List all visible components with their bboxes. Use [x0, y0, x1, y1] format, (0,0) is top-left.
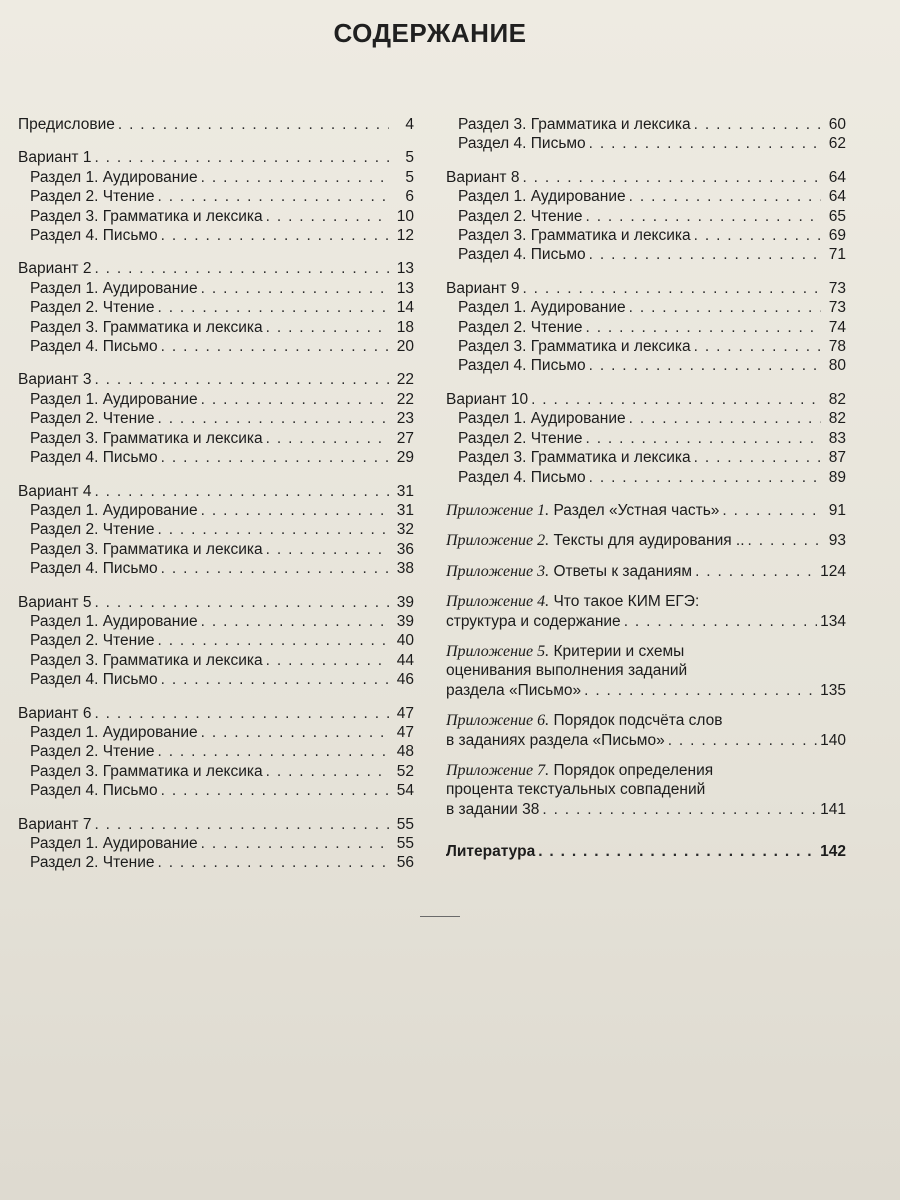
toc-section	[446, 409, 846, 428]
toc-section	[18, 781, 414, 800]
appendix-last-line	[446, 612, 846, 631]
leader-dots	[266, 540, 389, 559]
page-number: 83	[828, 429, 846, 447]
page-number: 22	[396, 371, 414, 389]
spacer	[18, 468, 414, 482]
page-number: 27	[396, 429, 414, 447]
toc-variant	[18, 482, 414, 501]
entry-label: Раздел 1. Аудирование	[30, 168, 198, 186]
toc-right-column	[446, 115, 846, 862]
toc-section	[18, 670, 414, 689]
page-number: 80	[828, 357, 846, 375]
page-number: 14	[396, 299, 414, 317]
page-number: 39	[396, 612, 414, 630]
page-number: 73	[828, 299, 846, 317]
entry-label: Раздел 4. Письмо	[30, 338, 158, 356]
leader-dots	[629, 187, 821, 206]
leader-dots	[161, 337, 389, 356]
toc-section	[18, 540, 414, 559]
toc-section	[446, 448, 846, 467]
leader-dots	[748, 531, 821, 550]
page-number: 22	[396, 390, 414, 408]
toc-section	[18, 279, 414, 298]
spacer	[18, 245, 414, 259]
appendix-prefix: Приложение 5.	[446, 642, 550, 660]
leader-dots	[694, 226, 821, 245]
page-number: 5	[405, 149, 414, 167]
toc-section	[18, 631, 414, 650]
leader-dots	[94, 593, 389, 612]
entry-label: Раздел 3. Грамматика и лексика	[30, 762, 263, 780]
appendix-prefix: Приложение 1.	[446, 501, 550, 519]
leader-dots	[585, 207, 821, 226]
spacer	[446, 830, 846, 842]
page-number: 56	[396, 854, 414, 872]
page-number: 23	[396, 410, 414, 428]
appendix-last-line	[446, 562, 846, 581]
page-number: 134	[820, 612, 846, 630]
toc-section	[446, 115, 846, 134]
toc-section	[18, 559, 414, 578]
leader-dots	[266, 207, 389, 226]
entry-label: Вариант 10	[446, 390, 529, 408]
page-number: 52	[396, 762, 414, 780]
toc-variant	[18, 815, 414, 834]
page-number: 69	[828, 227, 846, 245]
leader-dots	[266, 651, 389, 670]
leader-dots	[531, 390, 821, 409]
toc-section	[446, 318, 846, 337]
toc-section	[18, 429, 414, 448]
leader-dots	[161, 448, 389, 467]
divider	[420, 916, 460, 917]
leader-dots	[94, 815, 389, 834]
leader-dots	[522, 279, 821, 298]
leader-dots	[161, 559, 389, 578]
toc-section	[18, 448, 414, 467]
leader-dots	[201, 168, 389, 187]
entry-label: Раздел 4. Письмо	[30, 671, 158, 689]
entry-label: Литература	[446, 843, 536, 861]
toc-variant	[446, 168, 846, 187]
leader-dots	[585, 429, 821, 448]
page-number: 91	[828, 501, 846, 519]
entry-label: структура и содержание	[446, 612, 621, 630]
page-number: 135	[820, 681, 846, 699]
entry-label: Раздел 1. Аудирование	[458, 299, 626, 317]
leader-dots	[668, 731, 817, 750]
leader-dots	[161, 781, 389, 800]
entry-label: Вариант 3	[18, 371, 92, 389]
entry-label: Раздел 3. Грамматика и лексика	[458, 449, 691, 467]
page-number: 10	[396, 207, 414, 225]
entry-label: Раздел 1. Аудирование	[458, 188, 626, 206]
page-number: 82	[828, 410, 846, 428]
entry-label: Вариант 9	[446, 279, 520, 297]
toc-section	[18, 612, 414, 631]
appendix-line: процента текстуальных совпадений	[446, 781, 706, 799]
page-number: 64	[828, 168, 846, 186]
entry-label: Раздел 4. Письмо	[30, 449, 158, 467]
toc-section	[18, 409, 414, 428]
leader-dots	[695, 562, 817, 581]
entry-label: Раздел 4. Письмо	[30, 227, 158, 245]
toc-section	[446, 468, 846, 487]
leader-dots	[266, 762, 389, 781]
entry-label: Раздел 3. Грамматика и лексика	[30, 318, 263, 336]
page-number: 47	[396, 704, 414, 722]
spacer	[18, 690, 414, 704]
entry-label: Раздел 1. Аудирование	[458, 410, 626, 428]
leader-dots	[157, 742, 389, 761]
entry-label: Раздел 3. Грамматика и лексика	[30, 207, 263, 225]
entry-label: Раздел 4. Письмо	[458, 135, 586, 153]
leader-dots	[624, 612, 817, 631]
page-number: 13	[396, 260, 414, 278]
entry-label: Раздел 4. Письмо	[30, 560, 158, 578]
leader-dots	[157, 631, 389, 650]
entry-label: Раздел 4. Письмо	[458, 357, 586, 375]
leader-dots	[585, 318, 821, 337]
appendix-prefix: Приложение 6.	[446, 712, 550, 730]
toc-section	[18, 390, 414, 409]
entry-label: в задании 38	[446, 800, 540, 818]
entry-label: Вариант 1	[18, 149, 92, 167]
spacer	[18, 134, 414, 148]
page-number: 38	[396, 560, 414, 578]
entry-label: Раздел 2. Чтение	[458, 207, 583, 225]
page-number: 18	[396, 318, 414, 336]
leader-dots	[201, 612, 389, 631]
leader-dots	[722, 501, 821, 520]
toc-section	[18, 651, 414, 670]
toc-section	[18, 742, 414, 761]
appendix-prefix: Приложение 2.	[446, 532, 550, 550]
leader-dots	[589, 356, 821, 375]
page-number: 44	[396, 651, 414, 669]
entry-label: Раздел 2. Чтение	[30, 632, 155, 650]
toc-section	[18, 207, 414, 226]
spacer	[446, 154, 846, 168]
leader-dots	[266, 429, 389, 448]
page-number: 40	[396, 632, 414, 650]
toc-left-column	[18, 115, 414, 873]
entry-label: Раздел 1. Аудирование	[30, 501, 198, 519]
entry-label: Раздел 2. Чтение	[30, 299, 155, 317]
entry-label: Раздел 2. Чтение	[30, 854, 155, 872]
spacer	[18, 356, 414, 370]
spacer	[446, 487, 846, 501]
page-number: 5	[405, 168, 414, 186]
toc-section	[446, 245, 846, 264]
toc-section	[18, 501, 414, 520]
page-number: 93	[828, 532, 846, 550]
entry-label: Раздел 3. Грамматика и лексика	[30, 429, 263, 447]
toc-variant	[18, 259, 414, 278]
page-title: СОДЕРЖАНИЕ	[333, 18, 527, 48]
entry-label: Раздел 1. Аудирование	[30, 390, 198, 408]
page-number: 48	[396, 743, 414, 761]
entry-label: Раздел 4. Письмо	[30, 782, 158, 800]
page-number: 64	[828, 188, 846, 206]
page-number: 78	[828, 338, 846, 356]
toc-variant	[18, 148, 414, 167]
page-number: 141	[820, 800, 846, 818]
toc-section	[18, 834, 414, 853]
toc-appendix	[446, 531, 846, 550]
leader-dots	[201, 390, 389, 409]
toc-section	[18, 520, 414, 539]
appendix-prefix: Приложение 3.	[446, 562, 550, 580]
entry-label: раздела «Письмо»	[446, 681, 582, 699]
page-number: 54	[396, 782, 414, 800]
leader-dots	[94, 370, 389, 389]
entry-label: Приложение 3. Ответы к заданиям	[446, 562, 693, 580]
spacer	[446, 376, 846, 390]
appendix-line: Приложение 7. Порядок определения	[446, 761, 714, 779]
page-number: 71	[828, 246, 846, 264]
page-number: 46	[396, 671, 414, 689]
entry-label: Раздел 1. Аудирование	[30, 279, 198, 297]
toc-section	[18, 762, 414, 781]
leader-dots	[584, 681, 817, 700]
leader-dots	[157, 853, 389, 872]
appendix-line: Приложение 4. Что такое КИМ ЕГЭ:	[446, 593, 700, 611]
toc-appendix	[446, 642, 846, 700]
toc-section	[446, 226, 846, 245]
toc-section	[446, 134, 846, 153]
leader-dots	[157, 298, 389, 317]
leader-dots	[201, 501, 389, 520]
toc-section	[18, 723, 414, 742]
leader-dots	[118, 115, 389, 134]
toc-section	[18, 318, 414, 337]
page-number: 65	[828, 207, 846, 225]
page-number: 87	[828, 449, 846, 467]
leader-dots	[94, 259, 389, 278]
page-number: 82	[828, 390, 846, 408]
leader-dots	[694, 115, 821, 134]
appendix-line: Приложение 5. Критерии и схемы	[446, 642, 685, 660]
spacer	[446, 265, 846, 279]
toc-section	[446, 337, 846, 356]
entry-label: Раздел 3. Грамматика и лексика	[30, 540, 263, 558]
toc-section	[446, 356, 846, 375]
toc-variant	[446, 279, 846, 298]
page-number: 6	[405, 188, 414, 206]
toc-section	[446, 207, 846, 226]
leader-dots	[94, 148, 389, 167]
toc-section	[446, 187, 846, 206]
leader-dots	[589, 468, 821, 487]
entry-label: Раздел 2. Чтение	[30, 410, 155, 428]
entry-label: Раздел 2. Чтение	[30, 743, 155, 761]
appendix-line: оценивания выполнения заданий	[446, 662, 688, 680]
page-number: 89	[828, 468, 846, 486]
toc-section	[18, 853, 414, 872]
entry-label: Вариант 2	[18, 260, 92, 278]
entry-label: Раздел 3. Грамматика и лексика	[458, 227, 691, 245]
entry-label: Вариант 5	[18, 593, 92, 611]
toc-section	[446, 429, 846, 448]
toc-section	[18, 337, 414, 356]
toc-variant	[446, 390, 846, 409]
toc-entry-preface	[18, 115, 414, 134]
page-number: 55	[396, 815, 414, 833]
leader-dots	[94, 704, 389, 723]
entry-label: Раздел 3. Грамматика и лексика	[30, 651, 263, 669]
toc-section	[446, 298, 846, 317]
entry-label: Раздел 3. Грамматика и лексика	[458, 338, 691, 356]
toc-appendix	[446, 501, 846, 520]
page-number: 32	[396, 521, 414, 539]
page-number: 29	[396, 449, 414, 467]
appendix-line: Приложение 6. Порядок подсчёта слов	[446, 712, 723, 730]
leader-dots	[629, 298, 821, 317]
entry-label: Раздел 2. Чтение	[458, 429, 583, 447]
leader-dots	[589, 134, 821, 153]
page-number: 36	[396, 540, 414, 558]
entry-label: Раздел 2. Чтение	[458, 318, 583, 336]
leader-dots	[694, 337, 821, 356]
entry-label: Раздел 2. Чтение	[30, 521, 155, 539]
page-number: 74	[828, 318, 846, 336]
page-number: 20	[396, 338, 414, 356]
leader-dots	[538, 842, 817, 861]
leader-dots	[201, 834, 389, 853]
page-number: 124	[820, 562, 846, 580]
appendix-last-line	[446, 731, 846, 750]
leader-dots	[694, 448, 821, 467]
leader-dots	[201, 279, 389, 298]
toc-appendix	[446, 562, 846, 581]
appendix-prefix: Приложение 4.	[446, 593, 550, 611]
page-number: 4	[405, 116, 414, 133]
leader-dots	[201, 723, 389, 742]
page-number: 47	[396, 723, 414, 741]
appendix-last-line	[446, 501, 846, 520]
page-number: 12	[396, 227, 414, 245]
page-number: 60	[828, 116, 846, 133]
leader-dots	[157, 520, 389, 539]
toc-appendix	[446, 711, 846, 750]
page-number: 31	[396, 501, 414, 519]
page-number: 73	[828, 279, 846, 297]
entry-label: Приложение 1. Раздел «Устная часть»	[446, 501, 720, 519]
page-number: 62	[828, 135, 846, 153]
toc-appendix	[446, 761, 846, 819]
toc-variant	[18, 370, 414, 389]
entry-label: Раздел 1. Аудирование	[30, 835, 198, 852]
leader-dots	[589, 245, 821, 264]
entry-label: Раздел 4. Письмо	[458, 246, 586, 264]
entry-label: Раздел 1. Аудирование	[30, 612, 198, 630]
page-number: 39	[396, 593, 414, 611]
page-number: 140	[820, 731, 846, 749]
toc-section	[18, 226, 414, 245]
leader-dots	[157, 187, 389, 206]
toc-section	[18, 187, 414, 206]
page-number: 55	[396, 835, 414, 852]
entry-label: Вариант 7	[18, 815, 92, 833]
appendix-prefix: Приложение 7.	[446, 761, 550, 779]
toc-variant	[18, 593, 414, 612]
toc-literature	[446, 842, 846, 861]
page-number: 31	[396, 482, 414, 500]
page-number: 13	[396, 279, 414, 297]
leader-dots	[161, 670, 389, 689]
entry-label: Вариант 8	[446, 168, 520, 186]
entry-label: Вариант 6	[18, 704, 92, 722]
entry-label: Раздел 3. Грамматика и лексика	[458, 116, 691, 133]
leader-dots	[157, 409, 389, 428]
entry-label: Раздел 1. Аудирование	[30, 723, 198, 741]
leader-dots	[542, 800, 817, 819]
toc-section	[18, 298, 414, 317]
toc-section	[18, 168, 414, 187]
spacer	[18, 579, 414, 593]
leader-dots	[161, 226, 389, 245]
page-number: 142	[820, 843, 846, 861]
leader-dots	[629, 409, 821, 428]
entry-label: Раздел 4. Письмо	[458, 468, 586, 486]
leader-dots	[94, 482, 389, 501]
appendix-last-line	[446, 681, 846, 700]
entry-label: Предисловие	[18, 116, 115, 133]
toc-appendix	[446, 592, 846, 631]
entry-label: Раздел 2. Чтение	[30, 188, 155, 206]
toc-variant	[18, 704, 414, 723]
spacer	[18, 801, 414, 815]
appendix-last-line	[446, 800, 846, 819]
leader-dots	[522, 168, 821, 187]
appendix-last-line	[446, 531, 846, 550]
entry-label: Вариант 4	[18, 482, 92, 500]
leader-dots	[266, 318, 389, 337]
entry-label: Приложение 2. Тексты для аудирования ..	[446, 532, 745, 550]
entry-label: в заданиях раздела «Письмо»	[446, 731, 665, 749]
